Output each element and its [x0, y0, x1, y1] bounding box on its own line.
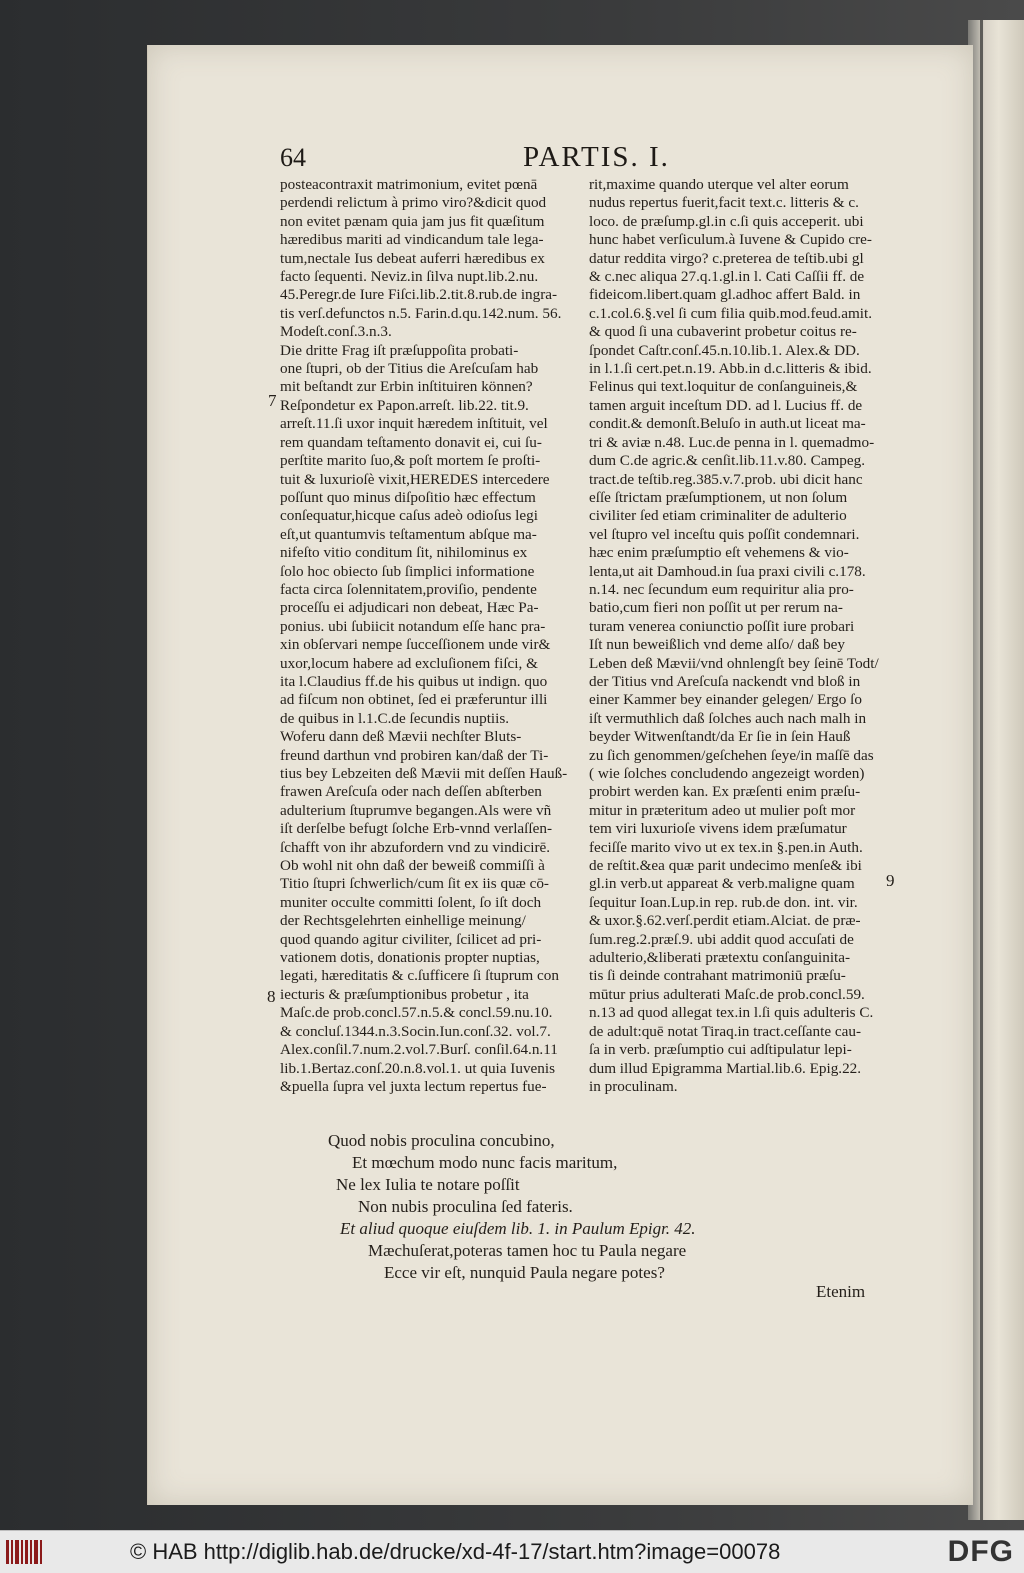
- text-line: Woferu dann deß Mævii nechſter Bluts-: [280, 728, 522, 746]
- footer-bar: [0, 1530, 1024, 1573]
- text-line: lenta,ut ait Damhoud.in ſua praxi civili c.178.: [589, 562, 866, 580]
- text-line: der Rechtsgelehrten einhellige meinung/: [280, 912, 526, 930]
- text-line: perdendi relictum à primo viro?&dicit quod: [280, 194, 547, 212]
- text-line: tum,nectale Ius debeat auferri hæredibus ex: [280, 249, 545, 267]
- text-line: ſequitur Ioan.Lup.in rep. rub.de don. int. vir.: [589, 893, 858, 911]
- verse-line: Mæchuſerat,poteras tamen hoc tu Paula negare: [368, 1241, 687, 1260]
- text-line: rit,maxime quando uterque vel alter eorum: [589, 176, 849, 193]
- text-line: nudus repertus fuerit,facit text.c. litteris & c.: [589, 194, 859, 212]
- text-line: dum C.de agric.& cenſit.lib.11.v.80. Campeg.: [589, 452, 865, 470]
- copyright-link[interactable]: © HAB http://diglib.hab.de/drucke/xd-4f-17/start.htm?image=00078: [130, 1539, 781, 1564]
- text-line: tius bey Lebzeiten deß Mævii mit deſſen Hauß-: [280, 765, 568, 782]
- text-line: arreſt.11.ſi uxor inquit hæredem inſtituit, vel: [280, 415, 548, 433]
- text-line: turam venerea coniunctio poſſit iure probari: [589, 617, 855, 635]
- text-line: der Titius vnd Areſcuſa nackendt vnd bloß in: [589, 672, 861, 690]
- text-line: legati, hæreditatis & c.ſufficere ſi ſtuprum con: [280, 967, 559, 985]
- running-title: PARTIS. I.: [523, 141, 670, 173]
- margin-note-8: 8: [267, 987, 276, 1006]
- verse-line: Ne lex Iulia te notare poſſit: [336, 1175, 520, 1194]
- text-line: muniter occulte committi ſolent, ſo iſt doch: [280, 893, 542, 911]
- text-line: & concluſ.1344.n.3.Socin.Iun.conſ.32. vol.7.: [280, 1022, 551, 1040]
- text-line: hæredibus mariti ad vindicandum tale lega-: [280, 231, 544, 249]
- text-line: & uxor.§.62.verſ.perdit etiam.Alciat. de præ-: [589, 912, 861, 930]
- text-line: &puella ſupra vel juxta lectum repertus fue-: [280, 1077, 547, 1095]
- left-text-column: [280, 176, 570, 1096]
- text-line: facta circa ſolennitatem,proviſio, pendente: [280, 580, 537, 598]
- text-line: non evitet pænam quia jam jus fit quæſitum: [280, 212, 545, 230]
- text-line: ſchafft von ihr abzufordern vnd zu vindicirē.: [280, 838, 551, 856]
- text-line: Ob wohl nit ohn daß der beweiß commiſſi à: [280, 857, 545, 875]
- text-line: tuit & luxurioſè vixit,HEREDES intercedere: [280, 470, 550, 488]
- text-line: n.14. nec ſecundum eum requiritur alia pro-: [589, 580, 854, 598]
- text-line: one ſtupri, ob der Titius die Areſcuſam hab: [280, 360, 539, 378]
- verse-line: Ecce vir eſt, nunquid Paula negare potes?: [384, 1263, 665, 1282]
- text-line: feciſſe marito vivo ut ex tex.in §.pen.in Auth.: [589, 838, 863, 856]
- text-line: Iſt nun beweißlich vnd deme alſo/ daß bey: [589, 636, 846, 654]
- text-line: proceſſu ei adjudicari non debeat, Hæc Pa-: [280, 599, 539, 617]
- epigram-verse: [328, 1130, 888, 1284]
- text-line: batio,cum fieri non poſſit ut per rerum na-: [589, 599, 843, 617]
- text-line: Modeſt.conſ.3.n.3.: [280, 323, 392, 341]
- text-line: ad fiſcum non obtinet, ſed ei præferuntur illi: [280, 691, 548, 709]
- text-line: ſa in verb. præſumptio cui adſtipulatur lepi-: [589, 1041, 852, 1059]
- text-line: ponius. ubi ſubiicit notandum eſſe hanc pra-: [280, 617, 546, 635]
- text-line: eſt,ut quantumvis teſtamentum abſque ma-: [280, 525, 537, 543]
- text-line: rem quandam teſtamento donavit ei, cui ſu-: [280, 433, 542, 451]
- text-line: Alex.conſil.7.num.2.vol.7.Burſ. conſil.64.n.11: [280, 1041, 558, 1059]
- text-line: c.1.col.6.§.vel ſi cum filia quib.mod.feud.amit.: [589, 304, 873, 322]
- text-line: frawen Areſcuſa oder nach deſſen abſterben: [280, 783, 542, 801]
- text-line: adulterio,&liberati prætextu conſanguinita-: [589, 949, 851, 967]
- facing-page-edge: [968, 20, 1024, 1520]
- text-line: adulterium ſtuprumve begangen.Als were vñ: [280, 801, 552, 819]
- text-line: Felinus qui text.loquitur de conſanguineis,&: [589, 378, 858, 396]
- text-line: iſt vermuthlich daß ſolches auch nach malh in: [589, 709, 867, 727]
- text-line: xin obſervari nempe ſucceſſionem unde vir&: [280, 636, 551, 654]
- text-line: tem viri luxurioſe vivens idem præſumatur: [589, 820, 847, 838]
- text-line: de quibus in l.1.C.de ſecundis nuptiis.: [280, 709, 510, 727]
- page-number: 64: [280, 143, 306, 172]
- text-line: tri & aviæ n.48. Luc.de penna in l. quemadmo-: [589, 433, 875, 451]
- text-line: beyder Witwenſtandt/da Er ſie in ſein Hauß: [589, 728, 851, 746]
- text-line: & c.nec aliqua 27.q.1.gl.in l. Cati Caſſii ff. de: [589, 268, 865, 286]
- text-line: ( wie ſolches concludendo angezeigt worden): [589, 765, 865, 782]
- dfg-logo: DFG: [947, 1535, 1014, 1568]
- verse-line: Quod nobis proculina concubino,: [328, 1131, 555, 1150]
- text-line: dum illud Epigramma Martial.lib.6. Epig.22.: [589, 1059, 862, 1077]
- text-line: fideicom.libert.quam gl.adhoc affert Bald. in: [589, 286, 861, 304]
- text-line: ſum.reg.2.præſ.9. ubi addit quod accuſati de: [589, 930, 854, 948]
- text-line: tis ſi deinde contrahant matrimoniū præſu-: [589, 967, 846, 985]
- text-line: nifeſto vitio conditum ſit, nihilominus ex: [280, 544, 528, 562]
- text-line: mitur in præteritum adeo ut mulier poſt mor: [589, 801, 856, 819]
- text-line: lib.1.Bertaz.conſ.20.n.8.vol.1. ut quia Iuvenis: [280, 1059, 556, 1077]
- verse-line: Non nubis proculina ſed fateris.: [358, 1197, 573, 1216]
- text-line: condit.& demonſt.Beluſo in auth.ut liceat ma-: [589, 415, 866, 433]
- text-line: tract.de teſtib.reg.385.v.7.prob. ubi dicit hanc: [589, 470, 863, 488]
- text-line: hunc habet verſiculum.à Iuvene & Cupido cre-: [589, 231, 872, 249]
- text-line: 45.Peregr.de Iure Fiſci.lib.2.tit.8.rub.de ingra-: [280, 286, 558, 304]
- text-line: iſt derſelbe befugt ſolche Erb-vnnd verlaſſen-: [280, 820, 553, 838]
- text-line: tamen arguit inceſtum DD. ad l. Lucius ff. de: [589, 396, 863, 414]
- verse-line: Et aliud quoque eiuſdem lib. 1. in Paulum Epigr. 42.: [340, 1219, 696, 1238]
- text-line: vationem dotis, donationis propter nuptias,: [280, 949, 540, 967]
- text-line: in l.1.ſi cert.pet.n.19. Abb.in d.c.litteris & ibid.: [589, 360, 872, 378]
- text-line: civiliter ſed etiam criminaliter de adulterio: [589, 507, 847, 525]
- text-line: & quod ſi una cubaverint probetur coitus re-: [589, 323, 857, 341]
- text-line: perſtite marito ſuo,& poſt mortem ſe proſti-: [280, 452, 541, 470]
- text-line: in proculinam.: [589, 1077, 678, 1095]
- text-line: Titio ſtupri ſchwerlich/cum ſit ex iis quæ cō-: [280, 875, 549, 893]
- text-line: probirt werden kan. Ex præſenti enim præſu-: [589, 783, 861, 801]
- barcode-icon: [6, 1540, 46, 1564]
- text-line: de adult:quē notat Tiraq.in tract.ceſſante cau-: [589, 1022, 862, 1040]
- book-page: [147, 45, 973, 1505]
- text-line: poſſunt quo minus diſpoſitio hæc effectum: [280, 488, 536, 506]
- text-line: conſequatur,hicque caſus adeò odioſus legi: [280, 507, 538, 525]
- text-line: tis verſ.defunctos n.5. Farin.d.qu.142.num. 56.: [280, 304, 562, 322]
- text-line: Leben deß Mævii/vnd ohnlengſt bey ſeinē Todt/: [589, 654, 879, 672]
- text-line: posteacontraxit matrimonium, evitet pœnā: [280, 176, 538, 193]
- text-line: ita l.Claudius ff.de his quibus ut indign. quo: [280, 672, 548, 690]
- text-line: uxor,locum habere ad excluſionem fiſci, &: [280, 654, 538, 672]
- text-line: quod quando agitur civiliter, ſcilicet ad pri-: [280, 930, 542, 948]
- text-line: freund darthun vnd probiren kan/daß der Ti-: [280, 746, 549, 764]
- text-line: mūtur prius adulterati Maſc.de prob.concl.59.: [589, 985, 865, 1003]
- margin-note-7: 7: [268, 391, 277, 410]
- text-line: iecturis & præſumptionibus probetur , ita: [280, 985, 529, 1003]
- text-line: zu ſich genommen/geſchehen ſeye/in maſſē das: [589, 746, 874, 764]
- text-line: Reſpondetur ex Papon.arreſt. lib.22. tit.9.: [280, 396, 529, 414]
- text-line: loco. de præſump.gl.in c.ſi quis acceperit. ubi: [589, 212, 864, 230]
- text-line: einer Kammer bey einander gelegen/ Ergo ſo: [589, 691, 862, 709]
- text-line: de reſtit.&ea quæ parit undecimo menſe& ibi: [589, 857, 862, 875]
- text-line: facto ſequenti. Neviz.in ſilva nupt.lib.2.nu.: [280, 268, 539, 286]
- right-text-column: [589, 176, 887, 1096]
- catchword: Etenim: [816, 1282, 866, 1301]
- text-line: eſſe ſtrictam præſumptionem, ut non ſolum: [589, 488, 848, 506]
- text-line: n.13 ad quod allegat tex.in l.ſi quis adulteris C.: [589, 1004, 874, 1022]
- text-line: datur reddita virgo? c.preterea de teſtib.ubi gl: [589, 249, 864, 267]
- text-line: gl.in verb.ut appareat & verb.maligne quam: [589, 875, 855, 893]
- verse-line: Et mœchum modo nunc facis maritum,: [352, 1153, 618, 1172]
- text-line: Maſc.de prob.concl.57.n.5.& concl.59.nu.10.: [280, 1004, 553, 1022]
- text-line: vel ſtupro vel inceſtu quis poſſit condemnari.: [589, 525, 860, 543]
- text-line: ſpondet Caſtr.conſ.45.n.10.lib.1. Alex.& DD.: [589, 341, 860, 359]
- text-line: hæc enim præſumptio eſt vehemens & vio-: [589, 544, 849, 562]
- text-line: mit beſtandt zur Erbin inſtituiren können?: [280, 378, 533, 396]
- text-line: ſolo hoc obiecto ſub ſimplici informatione: [280, 562, 535, 580]
- margin-note-9: 9: [886, 871, 895, 890]
- text-line: Die dritte Frag iſt præſuppoſita probati-: [280, 341, 519, 359]
